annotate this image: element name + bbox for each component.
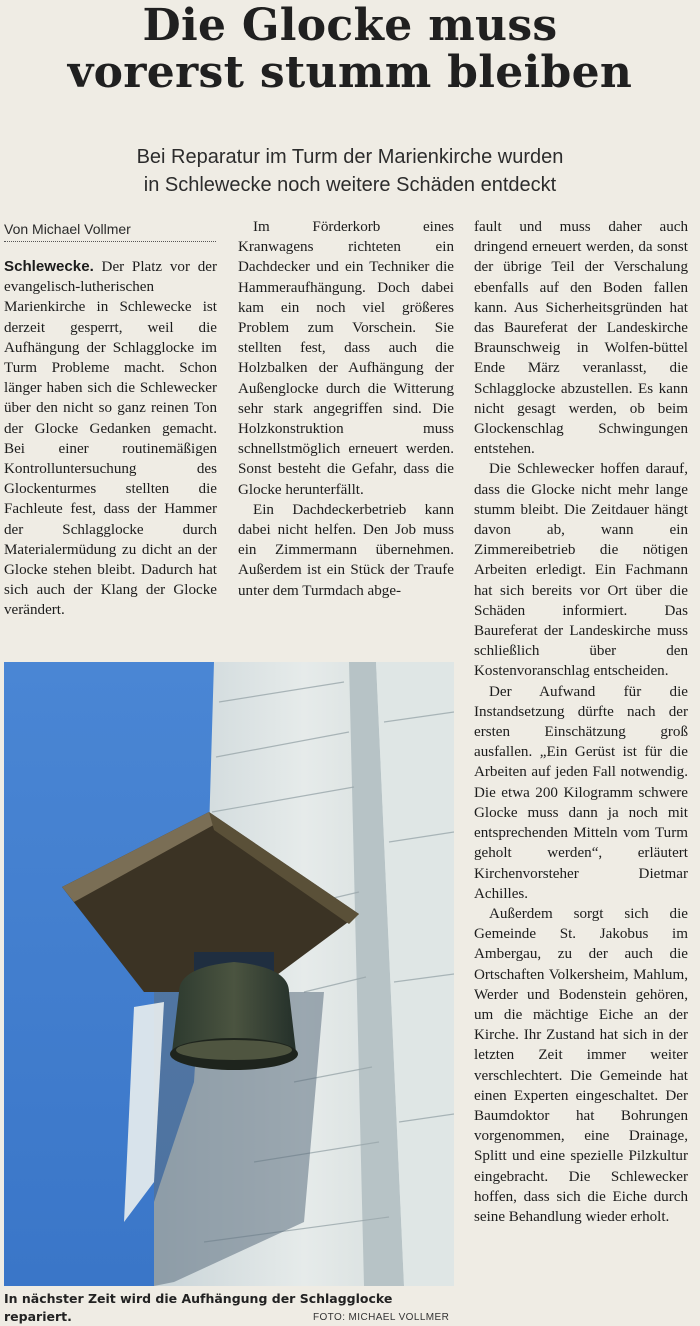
- article-column-3: [474, 217, 688, 1321]
- paragraph: Außerdem sorgt sich die Gemeinde St. Jakobus im Ambergau, zu der auch die Ortschaften Volkersheim, Mahlum, Werder und Bodenstein gehören, um die mächtige Eiche an der Kirche. Ihr Zustand hat sich in der letzten Zeit immer weiter verschlechtert. Die Gemeinde hat einen Experten eingeschaltet. Der Baumdoktor hat Bohrungen vorgenommen, eine Drainage, Splitt und eine spezielle Pilzkultur eingebracht. Die Schlewecker hoffen, dass sich die Eiche durch seine Behandlung wieder erholt.: [474, 905, 688, 1225]
- subheadline-line-2: in Schlewecke noch weitere Schäden entdeckt: [143, 174, 557, 196]
- subheadline: [0, 143, 700, 199]
- headline-line-1: Die Glocke muss: [142, 0, 558, 51]
- article-column-2: [238, 217, 454, 601]
- paragraph: [4, 257, 217, 621]
- headline-line-2: vorerst stumm bleiben: [67, 47, 633, 98]
- dateline: Schlewecke.: [4, 258, 94, 275]
- article-column-1: [4, 257, 217, 621]
- paragraph: Ein Dachdeckerbetrieb kann dabei nicht helfen. Den Job muss ein Zimmermann übernehmen. Außerdem ist ein Stück der Traufe unter dem Turmdach abge-: [238, 501, 454, 599]
- paragraph: fault und muss daher auch dringend erneuert werden, da sonst der übrige Teil der Verschalung ebenfalls auf den Boden fallen kann. Aus Sicherheitsgründen hat das Baureferat der Landeskirche Braunschweig in Wolfen-büttel Ende März veranlasst, die Schlagglocke abzustellen. Es kann nicht gesagt werden, ob beim Glockenschlag Schwingungen entstehen.: [474, 219, 688, 458]
- photo-credit: FOTO: MICHAEL VOLLMER: [313, 1312, 450, 1323]
- paragraph: Der Aufwand für die Instandsetzung dürfte nach der ersten Einschätzung groß ausfallen. „Ein Gerüst ist für die Arbeiten auf jeden Fall notwendig. Die etwa 200 Kilogramm schwere Glocke muss dann ja noch mit entsprechenden Mitteln vom Turm geholt werden“, erläutert Kirchenvorsteher Dietmar Achilles.: [474, 683, 688, 902]
- byline: Von Michael Vollmer: [4, 219, 216, 242]
- subheadline-line-1: Bei Reparatur im Turm der Marienkirche wurden: [136, 146, 564, 168]
- paragraph-text: Der Platz vor der evangelisch-lutherischen Marienkirche in Schlewecke ist derzeit gesperrt, weil die Aufhängung der Schlagglocke im Turm Probleme macht. Schon länger haben sich die Schlewecker über den nicht so ganz reinen Ton der Glocke Gedanken gemacht. Bei einer routinemäßigen Kontrolluntersuchung des Glockenturmes stellten die Fachleute fest, dass der Hammer der Schlagglocke durch Materialermüdung zu dicht an der Glocke stehen bleibt. Dadurch hat sich auch der Klang der Glocke verändert.: [4, 259, 217, 619]
- paragraph: Im Förderkorb eines Kranwagens richteten ein Dachdecker und ein Techniker die Hammeraufhängung. Doch dabei kam ein noch viel größeres Problem zum Vorschein. Sie stellten fest, dass auch die Holzbalken der Aufhängung der Außenglocke durch die Witterung sehr stark angegriffen sind. Die Holzkonstruktion muss schnellstmöglich erneuert werden. Sonst besteht die Gefahr, dass die Glocke herunterfällt.: [238, 219, 454, 498]
- paragraph: Die Schlewecker hoffen darauf, dass die Glocke nicht mehr lange stumm bleibt. Die Zeitdauer hängt davon ab, wann ein Zimmereibetrieb die nötigen Arbeiten erledigt. Ein Fachmann hat sich bereits vor Ort über die Schäden informiert. Das Baureferat der Landeskirche muss schließlich über den Kostenvoranschlag entscheiden.: [474, 461, 688, 680]
- church-bell-photo: [4, 662, 454, 1286]
- headline: [0, 2, 700, 96]
- photo-caption: In nächster Zeit wird die Aufhängung der Schlagglocke repariert.: [4, 1291, 393, 1324]
